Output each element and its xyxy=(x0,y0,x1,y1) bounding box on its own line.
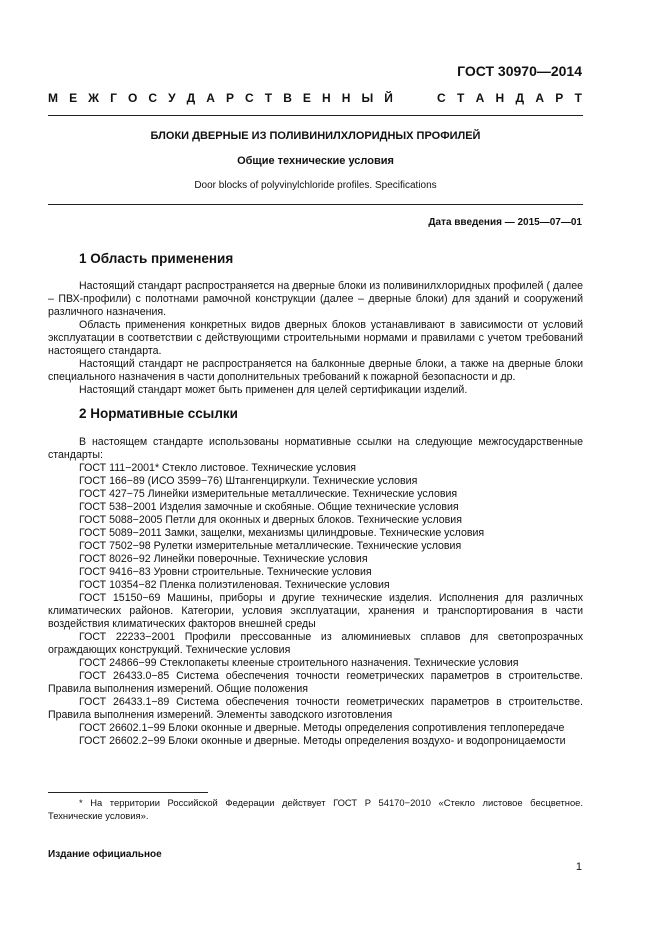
banner-letter: С xyxy=(148,91,158,105)
section-1-paragraph: Настоящий стандарт не распространяется на балконные дверные блоки, а также на дверные блоки специального назначения в части дополнительных требований к пожарной безопасности и др. xyxy=(48,358,583,383)
footnote-separator xyxy=(48,792,208,793)
reference-item: ГОСТ 111−2001* Стекло листовое. Технические условия xyxy=(79,462,357,474)
banner-letter: О xyxy=(127,91,138,105)
reference-item: ГОСТ 24866−99 Стеклопакеты клееные строительного назначения. Технические условия xyxy=(79,657,519,669)
banner-letter: С xyxy=(245,91,254,105)
reference-item: ГОСТ 427−75 Линейки измерительные металлические. Технические условия xyxy=(79,488,458,500)
section-1-body xyxy=(48,280,583,397)
reference-item: ГОСТ 7502−98 Рулетки измерительные металлические. Технические условия xyxy=(79,540,462,552)
reference-item: ГОСТ 166−89 (ИСО 3599−76) Штангенциркули. Технические условия xyxy=(79,475,418,487)
official-edition-label: Издание официальное xyxy=(48,849,162,860)
reference-item: ГОСТ 26602.1−99 Блоки оконные и дверные. Методы определения сопротивления теплопередаче xyxy=(79,722,565,734)
banner-letter: В xyxy=(283,91,292,105)
banner-letter: Ж xyxy=(88,91,99,105)
banner-letter: Й xyxy=(384,91,393,105)
banner-letter: Г xyxy=(110,91,117,105)
reference-item: ГОСТ 15150−69 Машины, приборы и другие технические изделия. Исполнения для различных климатических районов. Категории, условия эксплуатации, хранения и транспортирования в части воздействия климатических факторов внешней среды xyxy=(48,592,583,630)
footnote xyxy=(48,797,583,822)
reference-item: ГОСТ 9416−83 Уровни строительные. Технические условия xyxy=(79,566,372,578)
section-2-intro: В настоящем стандарте использованы нормативные ссылки на следующие межгосударственные стандарты: xyxy=(48,436,583,461)
header-rule-top xyxy=(48,115,583,116)
intro-date: Дата введения — 2015—07—01 xyxy=(428,217,582,228)
section-2-body xyxy=(48,436,583,748)
reference-item: ГОСТ 22233−2001 Профили прессованные из алюминиевых сплавов для светопрозрачных ограждающих конструкций. Технические условия xyxy=(48,631,583,656)
section-2-heading: 2 Нормативные ссылки xyxy=(79,406,238,421)
section-1-paragraph: Настоящий стандарт распространяется на дверные блоки из поливинилхлоридных профилей ( далее – ПВХ-профили) с полотнами рамочной конструкции (далее – дверные блоки) для зданий и сооружений различного назначения. xyxy=(48,280,583,318)
banner-letter: Т xyxy=(574,91,582,105)
banner-letter: Д xyxy=(515,91,525,105)
banner-letter: Е xyxy=(69,91,78,105)
banner-word-interstate xyxy=(48,91,393,105)
banner-letter: Н xyxy=(322,91,331,105)
banner-letter: Д xyxy=(186,91,196,105)
reference-item: ГОСТ 5088−2005 Петли для оконных и дверных блоков. Технические условия xyxy=(79,514,462,526)
reference-item: ГОСТ 5089−2011 Замки, защелки, механизмы цилиндровые. Технические условия xyxy=(79,527,485,539)
document-title: БЛОКИ ДВЕРНЫЕ ИЗ ПОЛИВИНИЛХЛОРИДНЫХ ПРОФИЛЕЙ xyxy=(150,130,481,142)
banner-letter: Ы xyxy=(361,91,374,105)
interstate-standard-banner xyxy=(48,91,582,105)
reference-item: ГОСТ 26433.1−89 Система обеспечения точности геометрических параметров в строительстве. Правила выполнения измерений. Элементы заводского изготовления xyxy=(48,696,583,721)
banner-letter: А xyxy=(206,91,215,105)
gost-number: ГОСТ 30970—2014 xyxy=(457,63,582,79)
banner-letter: Р xyxy=(225,91,234,105)
banner-letter: Т xyxy=(456,91,465,105)
section-1-heading: 1 Область применения xyxy=(79,251,234,266)
document-subtitle: Общие технические условия xyxy=(237,155,394,167)
section-1-paragraph: Область применения конкретных видов дверных блоков устанавливают в зависимости от условий эксплуатации в соответствии с действующими строительными нормами и правилами с учетом требований настоящего стандарта. xyxy=(48,319,583,357)
page-number: 1 xyxy=(575,861,582,873)
reference-item: ГОСТ 8026−92 Линейки поверочные. Технические условия xyxy=(79,553,368,565)
reference-item: ГОСТ 538−2001 Изделия замочные и скобяные. Общие технические условия xyxy=(79,501,459,513)
banner-letter: М xyxy=(48,91,58,105)
section-1-paragraph: Настоящий стандарт может быть применен для целей сертификации изделий. xyxy=(79,384,468,396)
banner-letter: Е xyxy=(302,91,311,105)
reference-item: ГОСТ 26433.0−85 Система обеспечения точности геометрических параметров в строительстве. Правила выполнения измерений. Общие положения xyxy=(48,670,583,695)
banner-letter: Н xyxy=(495,91,505,105)
banner-letter: А xyxy=(535,91,544,105)
banner-letter: Н xyxy=(341,91,351,105)
header-rule-bottom xyxy=(48,204,583,205)
banner-letter: Р xyxy=(555,91,564,105)
footnote-text: * На территории Российской Федерации действует ГОСТ Р 54170−2010 «Стекло листовое бесцветное. Технические условия». xyxy=(48,797,583,821)
banner-letter: А xyxy=(475,91,485,105)
reference-item: ГОСТ 26602.2−99 Блоки оконные и дверные. Методы определения воздухо- и водопроницаемости xyxy=(79,735,566,747)
banner-letter: С xyxy=(437,91,446,105)
banner-letter: Т xyxy=(264,91,273,105)
banner-word-standard xyxy=(437,91,582,105)
reference-item: ГОСТ 10354−82 Пленка полиэтиленовая. Технические условия xyxy=(79,579,390,591)
english-title: Door blocks of polyvinylchloride profiles. Specifications xyxy=(194,180,437,191)
banner-letter: У xyxy=(168,91,176,105)
